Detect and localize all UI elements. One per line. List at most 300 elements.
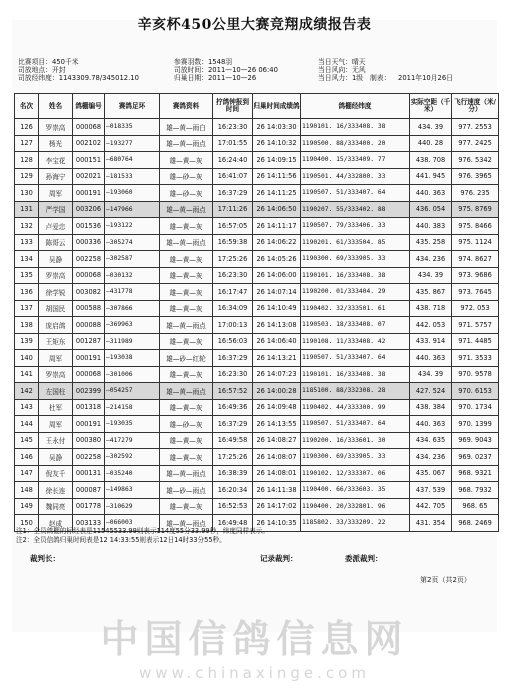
- note-2: 注2：全员信鸽归巢时间表是12 14:33:55则表示12日14时33分55秒。: [16, 535, 226, 544]
- table-row: [15, 432, 499, 449]
- table-row: [15, 152, 499, 169]
- cell-coords: 1190101. 16/333408. 38: [301, 366, 410, 383]
- cell-speed: 971. 3533: [452, 350, 499, 367]
- cell-coords: 1190501. 44/332800. 33: [301, 168, 410, 185]
- cell-clock-time: 17:11:26: [213, 201, 253, 218]
- cell-coords: 1190503. 18/333408. 07: [301, 317, 410, 334]
- cell-coords: 1190101. 16/333408. 38: [301, 267, 410, 284]
- cell-ring: —018335: [105, 119, 160, 136]
- cell-distance: 438. 718: [410, 300, 452, 317]
- cell-clock-time: 16:41:07: [213, 168, 253, 185]
- cell-distance: 440. 28: [410, 135, 452, 152]
- cell-coords: 1190102. 12/333307. 06: [301, 465, 410, 482]
- cell-coords: 1190201. 61/333504. 85: [301, 234, 410, 251]
- table-row: [15, 482, 499, 499]
- cell-bird-info: 雄—黄—雨点: [160, 317, 213, 334]
- cell-arrival: 26 14:11:17: [253, 218, 301, 235]
- cell-coords: 1190207. 55/333402. 88: [301, 201, 410, 218]
- cell-loft-id: 001318: [73, 399, 105, 416]
- cell-coords: 1185802. 33/333209. 22: [301, 515, 410, 532]
- cell-ring: —301006: [105, 366, 160, 383]
- cell-coords: 1190400. 66/333603. 35: [301, 482, 410, 499]
- cell-rank: 145: [15, 432, 39, 449]
- cell-speed: 968. 65: [452, 498, 499, 515]
- cell-ring: —214158: [105, 399, 160, 416]
- cell-arrival: 26 14:06:40: [253, 333, 301, 350]
- cell-name: 陈哥云: [39, 234, 73, 251]
- cell-rank: 143: [15, 399, 39, 416]
- cell-arrival: 26 14:11:56: [253, 168, 301, 185]
- cell-distance: 438. 384: [410, 399, 452, 416]
- cell-name: 罗崇高: [39, 366, 73, 383]
- cell-arrival: 26 14:08:01: [253, 465, 301, 482]
- cell-bird-info: 雄—黄—灰: [160, 432, 213, 449]
- cell-speed: 971. 4485: [452, 333, 499, 350]
- cell-name: 魏同亮: [39, 498, 73, 515]
- cell-distance: 434. 39: [410, 366, 452, 383]
- cell-name: 赵成: [39, 515, 73, 532]
- col-header-name: 姓名: [39, 94, 73, 119]
- cell-speed: 974. 8627: [452, 251, 499, 268]
- cell-ring: —305274: [105, 234, 160, 251]
- cell-arrival: 26 14:05:26: [253, 251, 301, 268]
- cell-arrival: 26 14:07:14: [253, 284, 301, 301]
- cell-rank: 140: [15, 350, 39, 367]
- cell-name: 吴静: [39, 251, 73, 268]
- table-body: [15, 119, 499, 532]
- cell-distance: 435. 067: [410, 465, 452, 482]
- cell-clock-time: 16:38:39: [213, 465, 253, 482]
- cell-loft-id: 003082: [73, 284, 105, 301]
- cell-rank: 137: [15, 300, 39, 317]
- cell-clock-time: 16:49:48: [213, 515, 253, 532]
- cell-rank: 132: [15, 218, 39, 235]
- cell-speed: 973. 9686: [452, 267, 499, 284]
- watermark-url: www.chinaxinge.com: [139, 664, 370, 682]
- cell-bird-info: 雄—黄—雨点: [160, 465, 213, 482]
- cell-rank: 146: [15, 449, 39, 466]
- cell-bird-info: 雄—黄—灰: [160, 267, 213, 284]
- cell-bird-info: 雄—黄—雨点: [160, 135, 213, 152]
- cell-arrival: 26 14:03:30: [253, 119, 301, 136]
- cell-distance: 436. 054: [410, 201, 452, 218]
- cell-loft-id: 000588: [73, 300, 105, 317]
- table-row: [15, 201, 499, 218]
- col-header-coords: 鸽棚经纬度: [301, 94, 410, 119]
- committee-signature-label: 委派裁判：: [345, 554, 383, 563]
- cell-arrival: 26 14:09:15: [253, 152, 301, 169]
- cell-name: 王永付: [39, 432, 73, 449]
- cell-distance: 433. 914: [410, 333, 452, 350]
- table-row: [15, 300, 499, 317]
- cell-arrival: 26 14:13:21: [253, 350, 301, 367]
- cell-ring: —193060: [105, 185, 160, 202]
- cell-clock-time: 16:37:29: [213, 350, 253, 367]
- cell-bird-info: 雄—砂—灰: [160, 416, 213, 433]
- cell-clock-time: 17:01:55: [213, 135, 253, 152]
- cell-bird-info: 雄—黄—灰: [160, 152, 213, 169]
- cell-bird-info: 雄—黄—灰: [160, 218, 213, 235]
- cell-loft-id: 003206: [73, 201, 105, 218]
- referee-signature-label: 裁判长：: [30, 554, 60, 563]
- cell-speed: 972. 053: [452, 300, 499, 317]
- table-row: [15, 383, 499, 400]
- cell-distance: 437. 539: [410, 482, 452, 499]
- cell-ring: —307866: [105, 300, 160, 317]
- cell-name: 徐长连: [39, 482, 73, 499]
- cell-clock-time: 16:34:09: [213, 300, 253, 317]
- table-row: [15, 267, 499, 284]
- cell-speed: 971. 5757: [452, 317, 499, 334]
- page-number: 第2页（共2页）: [420, 576, 471, 584]
- cell-coords: 1190200. 01/333404. 29: [301, 284, 410, 301]
- cell-arrival: 26 14:10:35: [253, 515, 301, 532]
- cell-speed: 976. 235: [452, 185, 499, 202]
- cell-speed: 968. 9321: [452, 465, 499, 482]
- cell-ring: —431778: [105, 284, 160, 301]
- cell-rank: 142: [15, 383, 39, 400]
- cell-name: 罗崇高: [39, 267, 73, 284]
- cell-name: 庞启鸽: [39, 317, 73, 334]
- cell-bird-info: 雄—黄—雨白: [160, 119, 213, 136]
- cell-bird-info: 雄—砂—红轮: [160, 350, 213, 367]
- col-header-ring: 赛鸽足环: [105, 94, 160, 119]
- cell-loft-id: 001536: [73, 218, 105, 235]
- cell-rank: 135: [15, 267, 39, 284]
- cell-bird-info: 雄—黄—灰: [160, 300, 213, 317]
- cell-name: 严学国: [39, 201, 73, 218]
- cell-arrival: 26 14:08:07: [253, 449, 301, 466]
- wind-direction: 当日风向：无风: [318, 66, 366, 74]
- cell-loft-id: 000131: [73, 465, 105, 482]
- cell-rank: 149: [15, 498, 39, 515]
- table-row: [15, 234, 499, 251]
- cell-coords: 1190402. 32/333501. 61: [301, 300, 410, 317]
- cell-rank: 134: [15, 251, 39, 268]
- cell-coords: 1190108. 11/333408. 42: [301, 333, 410, 350]
- cell-coords: 1190402. 44/333300. 99: [301, 399, 410, 416]
- cell-ring: —054257: [105, 383, 160, 400]
- cell-ring: —193038: [105, 350, 160, 367]
- cell-name: 周军: [39, 185, 73, 202]
- cell-bird-info: 雄—黄—雨点: [160, 383, 213, 400]
- cell-distance: 441. 945: [410, 168, 452, 185]
- cell-rank: 150: [15, 515, 39, 532]
- return-date: 归巢日期：2011—10—26: [174, 74, 257, 82]
- cell-rank: 139: [15, 333, 39, 350]
- cell-clock-time: 17:00:13: [213, 317, 253, 334]
- cell-loft-id: 000068: [73, 267, 105, 284]
- cell-rank: 133: [15, 234, 39, 251]
- cell-bird-info: 雄—黄—雨点: [160, 201, 213, 218]
- cell-clock-time: 16:49:36: [213, 399, 253, 416]
- cell-coords: 1190101. 16/333408. 38: [301, 119, 410, 136]
- cell-coords: 1190507. 79/333406. 33: [301, 218, 410, 235]
- cell-arrival: 26 14:13:55: [253, 416, 301, 433]
- table-row: [15, 449, 499, 466]
- cell-loft-id: 001287: [73, 333, 105, 350]
- cell-ring: —030132: [105, 267, 160, 284]
- cell-distance: 442. 053: [410, 317, 452, 334]
- cell-clock-time: 16:17:47: [213, 284, 253, 301]
- cell-name: 吴静: [39, 449, 73, 466]
- cell-bird-info: 雄—黄—灰: [160, 399, 213, 416]
- cell-name: 胡国民: [39, 300, 73, 317]
- cell-speed: 977. 2553: [452, 119, 499, 136]
- cell-arrival: 26 14:06:50: [253, 201, 301, 218]
- cell-distance: 435. 258: [410, 234, 452, 251]
- cell-clock-time: 16:37:29: [213, 185, 253, 202]
- cell-speed: 975. 8466: [452, 218, 499, 235]
- cell-rank: 128: [15, 152, 39, 169]
- cell-ring: —193277: [105, 135, 160, 152]
- cell-clock-time: 17:25:26: [213, 251, 253, 268]
- cell-speed: 968. 7932: [452, 482, 499, 499]
- cell-bird-info: 雄—黄—灰: [160, 333, 213, 350]
- cell-distance: 431. 354: [410, 515, 452, 532]
- table-row: [15, 168, 499, 185]
- table-row: [15, 366, 499, 383]
- table-row: [15, 135, 499, 152]
- cell-arrival: 26 14:11:25: [253, 185, 301, 202]
- cell-loft-id: 000336: [73, 234, 105, 251]
- notes: [16, 527, 269, 544]
- col-header-speed: 飞行速度（米/分）: [452, 94, 499, 119]
- cell-clock-time: 16:23:30: [213, 119, 253, 136]
- table-row: [15, 465, 499, 482]
- release-time: 司放时间：2011—10—26 06:40: [174, 66, 278, 74]
- cell-speed: 968. 2469: [452, 515, 499, 532]
- cell-coords: 1190500. 88/333400. 20: [301, 135, 410, 152]
- cell-ring: —181533: [105, 168, 160, 185]
- cell-rank: 147: [15, 465, 39, 482]
- cell-distance: 434. 39: [410, 267, 452, 284]
- cell-clock-time: 16:57:05: [213, 218, 253, 235]
- cell-ring: —369963: [105, 317, 160, 334]
- cell-ring: —680764: [105, 152, 160, 169]
- cell-name: 李宝花: [39, 152, 73, 169]
- cell-coords: 1190200. 16/333601. 30: [301, 432, 410, 449]
- cell-speed: 969. 0237: [452, 449, 499, 466]
- cell-ring: —066003: [105, 515, 160, 532]
- cell-distance: 435. 867: [410, 284, 452, 301]
- cell-distance: 440. 383: [410, 218, 452, 235]
- cell-rank: 130: [15, 185, 39, 202]
- cell-loft-id: 003133: [73, 515, 105, 532]
- table-row: [15, 399, 499, 416]
- table-row: [15, 251, 499, 268]
- cell-coords: 1190300. 69/333905. 33: [301, 449, 410, 466]
- cell-name: 卢爱忠: [39, 218, 73, 235]
- note-1: 注1：全员鸽棚的标经表是11545533.99则表示114度55分33.99秒，纬度同样表示。: [16, 527, 269, 535]
- cell-arrival: 26 14:17:02: [253, 498, 301, 515]
- cell-ring: —193035: [105, 416, 160, 433]
- cell-ring: —302587: [105, 251, 160, 268]
- cell-rank: 129: [15, 168, 39, 185]
- cell-ring: —193122: [105, 218, 160, 235]
- report-title: 辛亥杯450公里大赛竞翔成绩报告表: [137, 17, 372, 33]
- cell-bird-info: 雄—黄—灰: [160, 366, 213, 383]
- cell-distance: 440. 363: [410, 185, 452, 202]
- col-header-distance: 实际空距（千米）: [410, 94, 452, 119]
- entries-count: 参赛羽数：1548羽: [174, 58, 233, 66]
- cell-arrival: 26 14:08:27: [253, 432, 301, 449]
- cell-name: 王矩东: [39, 333, 73, 350]
- cell-bird-info: 雄—黄—雨点: [160, 234, 213, 251]
- col-header-arrival: 归巢时间成绩鸽: [253, 94, 301, 119]
- cell-ring: —302592: [105, 449, 160, 466]
- cell-arrival: 26 14:13:08: [253, 317, 301, 334]
- cell-bird-info: 雄—黄—灰: [160, 498, 213, 515]
- cell-speed: 975. 1124: [452, 234, 499, 251]
- made-label: 制表：: [370, 74, 391, 82]
- cell-loft-id: 000191: [73, 350, 105, 367]
- cell-coords: 1190507. 51/333407. 64: [301, 350, 410, 367]
- cell-bird-info: 雄—黄—灰: [160, 251, 213, 268]
- cell-ring: —147966: [105, 201, 160, 218]
- cell-name: 罗崇高: [39, 119, 73, 136]
- cell-arrival: 26 14:10:49: [253, 300, 301, 317]
- cell-speed: 977. 2425: [452, 135, 499, 152]
- cell-bird-info: 雄—砂—灰: [160, 168, 213, 185]
- table-row: [15, 416, 499, 433]
- cell-clock-time: 16:37:29: [213, 416, 253, 433]
- cell-arrival: 26 14:09:48: [253, 399, 301, 416]
- cell-loft-id: 002399: [73, 383, 105, 400]
- table-row: [15, 350, 499, 367]
- cell-ring: —311989: [105, 333, 160, 350]
- cell-ring: —417279: [105, 432, 160, 449]
- cell-distance: 438. 708: [410, 152, 452, 169]
- cell-speed: 975. 8769: [452, 201, 499, 218]
- recorder-signature-label: 记录裁判：: [260, 554, 298, 563]
- col-header-rank: 名次: [15, 94, 39, 119]
- cell-loft-id: 000068: [73, 366, 105, 383]
- cell-clock-time: 16:23:30: [213, 267, 253, 284]
- cell-ring: —149863: [105, 482, 160, 499]
- table-row: [15, 498, 499, 515]
- cell-distance: 434. 635: [410, 432, 452, 449]
- wind-force: 当日风力：1级: [318, 74, 364, 82]
- cell-speed: 970. 1734: [452, 399, 499, 416]
- cell-distance: 434. 236: [410, 251, 452, 268]
- cell-clock-time: 16:24:40: [213, 152, 253, 169]
- cell-arrival: 26 14:00:28: [253, 383, 301, 400]
- cell-bird-info: 雄—黄—灰: [160, 284, 213, 301]
- col-header-bird-info: 赛鸽资料: [160, 94, 213, 119]
- cell-bird-info: 雄—砂—雨点: [160, 482, 213, 499]
- cell-loft-id: 000088: [73, 317, 105, 334]
- cell-rank: 141: [15, 366, 39, 383]
- table-header-row: [15, 94, 499, 119]
- release-coords: 司放经纬度：1143309.78/345012.10: [18, 74, 139, 82]
- cell-name: 徐学锐: [39, 284, 73, 301]
- table-row: [15, 119, 499, 136]
- cell-rank: 136: [15, 284, 39, 301]
- cell-speed: 970. 1399: [452, 416, 499, 433]
- cell-speed: 976. 3965: [452, 168, 499, 185]
- results-table: [14, 93, 499, 532]
- race-item: 比赛项目：450千米: [18, 58, 79, 66]
- cell-loft-id: 000380: [73, 432, 105, 449]
- cell-loft-id: 000191: [73, 185, 105, 202]
- cell-distance: 440. 363: [410, 416, 452, 433]
- cell-arrival: 26 14:06:22: [253, 234, 301, 251]
- table-row: [15, 284, 499, 301]
- cell-speed: 976. 5342: [452, 152, 499, 169]
- cell-clock-time: 17:25:26: [213, 449, 253, 466]
- cell-distance: 442. 705: [410, 498, 452, 515]
- cell-rank: 127: [15, 135, 39, 152]
- cell-name: 左国柱: [39, 383, 73, 400]
- made-date: 2011年10月26日: [398, 74, 453, 82]
- weather: 当日天气：晴天: [318, 58, 366, 66]
- cell-loft-id: 002021: [73, 168, 105, 185]
- cell-name: 周军: [39, 350, 73, 367]
- cell-bird-info: 雄—砂—灰: [160, 185, 213, 202]
- cell-coords: 1190300. 69/333905. 33: [301, 251, 410, 268]
- cell-name: 孙海宁: [39, 168, 73, 185]
- col-header-loft-id: 鸽棚编号: [73, 94, 105, 119]
- cell-rank: 131: [15, 201, 39, 218]
- cell-loft-id: 000068: [73, 119, 105, 136]
- cell-speed: 970. 6153: [452, 383, 499, 400]
- cell-coords: 1190507. 51/333407. 64: [301, 185, 410, 202]
- cell-clock-time: 16:59:38: [213, 234, 253, 251]
- release-site: 司放地点：开封: [18, 66, 66, 74]
- cell-clock-time: 16:56:03: [213, 333, 253, 350]
- cell-name: 倪友千: [39, 465, 73, 482]
- cell-rank: 126: [15, 119, 39, 136]
- cell-speed: 973. 7645: [452, 284, 499, 301]
- cell-arrival: 26 14:06:00: [253, 267, 301, 284]
- cell-loft-id: 002258: [73, 251, 105, 268]
- cell-speed: 969. 9043: [452, 432, 499, 449]
- cell-ring: —035240: [105, 465, 160, 482]
- cell-coords: 1185100. 88/332308. 28: [301, 383, 410, 400]
- cell-clock-time: 16:20:34: [213, 482, 253, 499]
- table-row: [15, 218, 499, 235]
- col-header-clock-time: 拧鸽钟报到时间: [213, 94, 253, 119]
- cell-coords: 1190507. 51/333407. 64: [301, 416, 410, 433]
- cell-clock-time: 16:57:52: [213, 383, 253, 400]
- cell-speed: 970. 9578: [452, 366, 499, 383]
- cell-loft-id: 002258: [73, 449, 105, 466]
- cell-coords: 1190400. 20/332801. 96: [301, 498, 410, 515]
- cell-distance: 434. 236: [410, 449, 452, 466]
- cell-distance: 440. 363: [410, 350, 452, 367]
- cell-clock-time: 16:52:53: [213, 498, 253, 515]
- cell-loft-id: 000087: [73, 482, 105, 499]
- cell-arrival: 26 14:11:38: [253, 482, 301, 499]
- cell-rank: 148: [15, 482, 39, 499]
- cell-loft-id: 002102: [73, 135, 105, 152]
- cell-loft-id: 000191: [73, 416, 105, 433]
- cell-bird-info: 雄—黄—灰: [160, 449, 213, 466]
- cell-coords: 1190400. 15/333409. 77: [301, 152, 410, 169]
- cell-ring: —310629: [105, 498, 160, 515]
- cell-distance: 434. 39: [410, 119, 452, 136]
- cell-distance: 427. 524: [410, 383, 452, 400]
- cell-arrival: 26 14:07:23: [253, 366, 301, 383]
- cell-clock-time: 16:23:30: [213, 366, 253, 383]
- cell-rank: 138: [15, 317, 39, 334]
- cell-bird-info: 雄—黄—雨点: [160, 515, 213, 532]
- table-row: [15, 185, 499, 202]
- watermark-text: 中国信鸽信息网: [100, 617, 409, 661]
- cell-name: 周军: [39, 416, 73, 433]
- cell-name: 杨光: [39, 135, 73, 152]
